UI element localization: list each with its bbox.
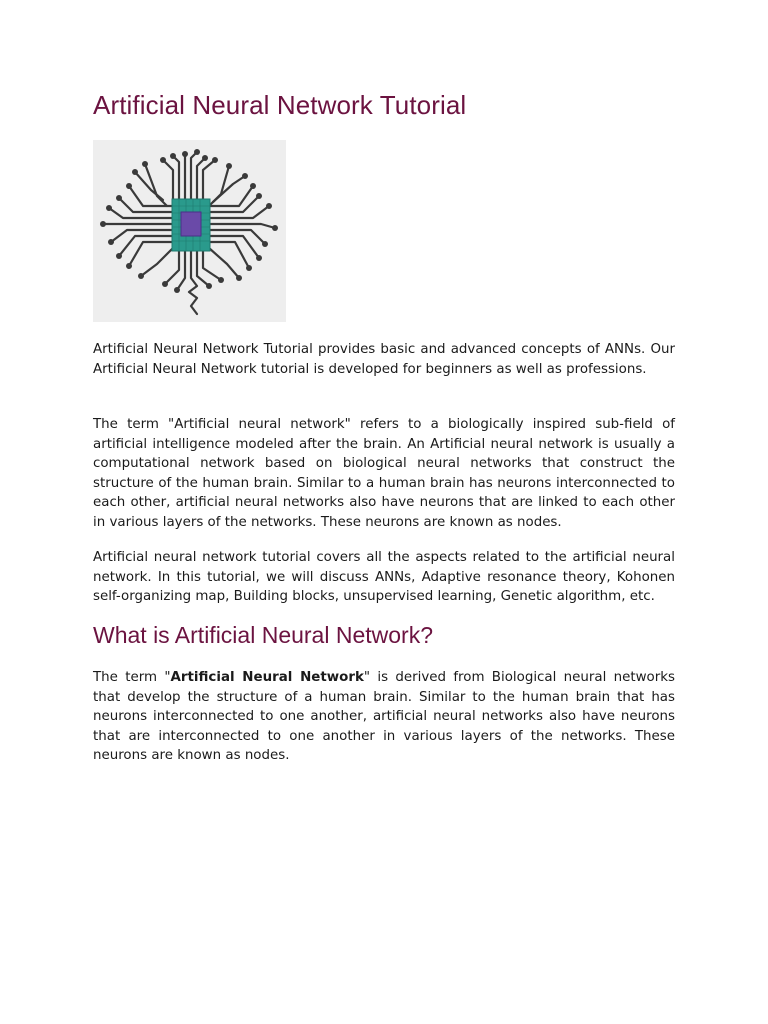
brain-illustration bbox=[93, 140, 286, 322]
section-paragraph-end: " is derived from Biological neural networks that develop the structure of a human brain. Similar to the human brain that has neurons interconnected to one another, artificial neural networks also have neurons that are interconnected to one another in various layers of the networks. These neurons are known as nodes. bbox=[93, 670, 675, 763]
intro-paragraph-3: Artificial neural network tutorial covers all the aspects related to the artificial neural network. In this tutorial, we will discuss ANNs, Adaptive resonance theory, Kohonen self-organizing map, Building blocks, unsupervised learning, Genetic algorithm, etc. bbox=[93, 550, 675, 604]
intro-paragraph-2: The term "Artificial neural network" refers to a biologically inspired sub-field of artificial intelligence modeled after the brain. An Artificial neural network is usually a computational network based on biological neural networks that construct the structure of the human brain. Similar to a human brain has neurons interconnected to each other, artificial neural networks also have neurons that are linked to each other in various layers of the networks. These neurons are known as nodes. bbox=[93, 417, 675, 530]
section-heading: What is Artificial Neural Network? bbox=[93, 622, 433, 648]
section-paragraph-start: The term " bbox=[93, 670, 171, 685]
section-paragraph bbox=[93, 668, 675, 766]
section-paragraph-bold-term: Artificial Neural Network bbox=[170, 670, 364, 685]
circuit-brain-icon bbox=[93, 140, 286, 322]
page-title: Artificial Neural Network Tutorial bbox=[93, 90, 467, 120]
intro-paragraph-1: Artificial Neural Network Tutorial provides basic and advanced concepts of ANNs. Our Artificial Neural Network tutorial is developed for beginners as well as professions. bbox=[93, 342, 675, 377]
